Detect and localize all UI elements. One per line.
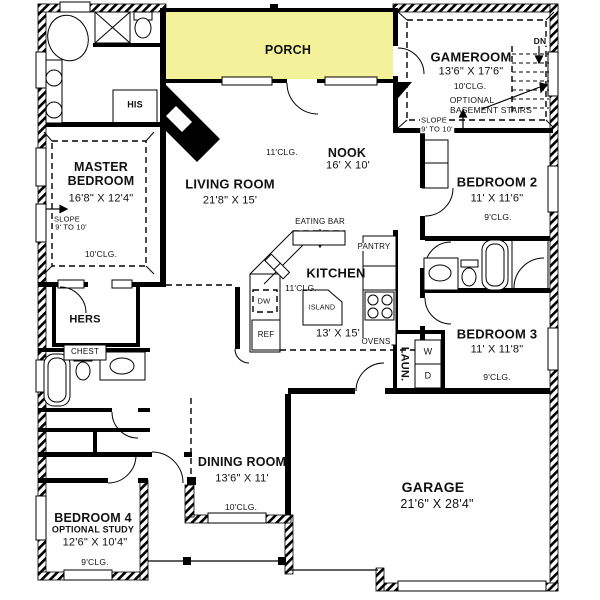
hall-bath-fixtures <box>424 240 548 290</box>
his-closet-label: HIS <box>127 99 143 110</box>
refrigerator-label: REF <box>257 330 275 339</box>
master-bedroom-label-2: BEDROOM <box>67 173 135 188</box>
gameroom-note-1: OPTIONAL <box>449 94 495 105</box>
front-stoop <box>148 561 378 570</box>
stairs-dn-label: DN <box>533 35 547 46</box>
island-label: ISLAND <box>308 304 336 312</box>
chest-label: CHEST <box>70 347 100 356</box>
hers-bath-fixtures <box>44 345 145 406</box>
eating-bar-label: EATING BAR <box>295 217 345 226</box>
dryer-label: D <box>424 370 432 381</box>
bedroom2-closets <box>422 140 448 188</box>
dining-room-dims: 13'6" X 11' <box>215 472 269 485</box>
nook-dims: 16' X 10' <box>326 159 370 172</box>
gameroom-slope-1: SLOPE <box>420 115 448 125</box>
living-room-label: LIVING ROOM <box>185 176 275 192</box>
master-ceiling: 10'CLG. <box>84 248 118 259</box>
bedroom3-dims: 11' X 11'8" <box>470 343 524 356</box>
gameroom-note-2: BASEMENT STAIRS <box>449 104 533 115</box>
bedroom4-ceiling: 9'CLG. <box>81 556 109 567</box>
kitchen-label: KITCHEN <box>306 265 366 281</box>
basement-stairs <box>512 54 549 108</box>
kitchen-fixtures <box>250 231 396 352</box>
bedroom2-ceiling: 9'CLG. <box>484 211 512 222</box>
master-bedroom-dims: 16'8" X 12'4" <box>68 192 134 205</box>
garage-label: GARAGE <box>401 479 465 495</box>
bedroom4-label: BEDROOM 4 <box>54 510 132 525</box>
ovens-label: OVENS <box>361 337 391 346</box>
bedroom4-dims: 12'6" X 10'4" <box>62 536 128 549</box>
gameroom-label: GAMEROOM <box>430 49 512 65</box>
porch-label: PORCH <box>264 42 312 57</box>
master-bath-fixtures <box>42 10 157 126</box>
bedroom3-ceiling: 9'CLG. <box>483 371 511 382</box>
master-slope-1: SLOPE <box>53 214 81 224</box>
living-room-ceiling: 11'CLG. <box>266 146 298 157</box>
living-room-dims: 21'8" X 15' <box>202 194 258 207</box>
laundry-label: LAUN. <box>398 346 411 382</box>
bedroom2-dims: 11' X 11'6" <box>470 192 524 205</box>
washer-label: W <box>423 346 433 357</box>
garage-dims: 21'6" X 28'4" <box>400 496 474 511</box>
dining-room-ceiling: 10'CLG. <box>224 501 258 512</box>
exterior-walls <box>38 4 558 591</box>
hers-closet-label: HERS <box>69 313 101 326</box>
gameroom-slope-2: 9' TO 10' <box>421 124 453 134</box>
stairs-direction-line <box>482 83 547 109</box>
master-slope-2: 9' TO 10' <box>55 222 87 232</box>
gameroom-dims: 13'6" X 17'6" <box>438 65 504 78</box>
bedroom3-label: BEDROOM 3 <box>456 326 538 342</box>
porch-area <box>166 10 393 80</box>
kitchen-ceiling: 11'CLG. <box>285 282 317 293</box>
dining-room-label: DINING ROOM <box>197 454 287 469</box>
bedroom4-subtitle: OPTIONAL STUDY <box>51 524 135 535</box>
kitchen-dims: 13' X 15' <box>316 327 360 340</box>
dishwasher-label: DW <box>257 296 271 306</box>
bedroom2-label: BEDROOM 2 <box>456 174 538 190</box>
laundry-fixtures <box>415 340 441 388</box>
gameroom-ceiling: 10'CLG. <box>453 80 487 91</box>
pantry-label: PANTRY <box>357 242 391 251</box>
master-bedroom-label-1: MASTER <box>74 159 128 174</box>
nook-label: NOOK <box>327 145 367 160</box>
